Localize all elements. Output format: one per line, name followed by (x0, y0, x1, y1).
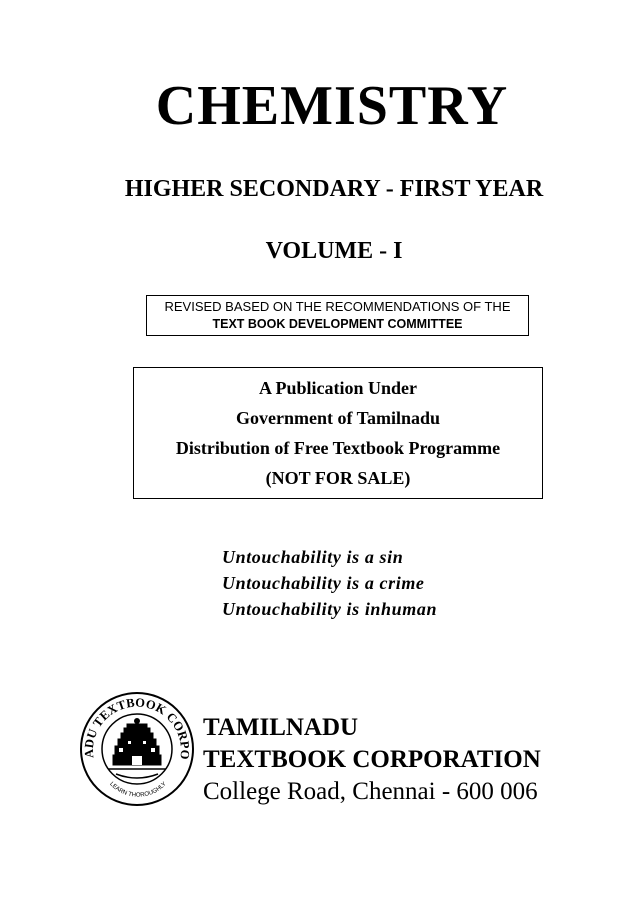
seal-ring-text: ADU TEXTBOOK CORPO (81, 695, 193, 761)
publication-line: Distribution of Free Textbook Programme (175, 438, 501, 458)
revision-note-box (146, 295, 529, 336)
volume-label: VOLUME - I (265, 238, 403, 264)
publisher-block (203, 712, 541, 808)
book-subtitle: HIGHER SECONDARY - FIRST YEAR (124, 176, 544, 202)
motto-item: Untouchability is inhuman (222, 599, 438, 619)
book-title: CHEMISTRY (155, 75, 509, 137)
publication-line: (NOT FOR SALE) (265, 468, 411, 488)
publisher-name-line1: TAMILNADU (203, 714, 359, 741)
publication-box (133, 367, 543, 499)
publication-line: Government of Tamilnadu (235, 408, 441, 428)
publisher-seal-icon (78, 690, 196, 808)
revision-note-line2: TEXT BOOK DEVELOPMENT COMMITTEE (212, 317, 463, 331)
motto-item: Untouchability is a sin (222, 547, 404, 567)
publisher-name-line2: TEXTBOOK CORPORATION (203, 746, 541, 773)
seal-motto-text: LEARN THOROUGHLY (108, 781, 168, 799)
publisher-address: College Road, Chennai - 600 006 (203, 778, 538, 805)
motto-list (222, 544, 437, 622)
motto-item: Untouchability is a crime (222, 573, 425, 593)
revision-note-line1: REVISED BASED ON THE RECOMMENDATIONS OF THE (164, 299, 511, 314)
publication-line: A Publication Under (258, 378, 418, 398)
